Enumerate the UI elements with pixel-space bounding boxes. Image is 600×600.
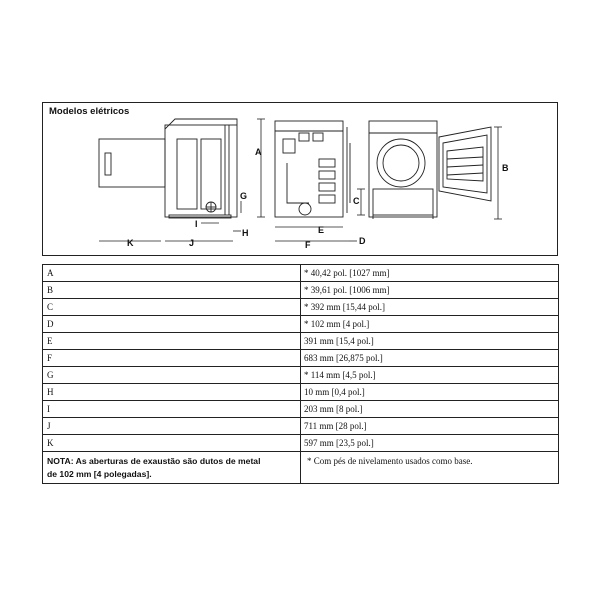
dimension-label-j: J bbox=[189, 238, 195, 248]
dimension-letter: I bbox=[43, 401, 301, 418]
dimension-letter: C bbox=[43, 299, 301, 316]
dimension-label-c: C bbox=[353, 196, 360, 206]
dimension-value: 711 mm [28 pol.] bbox=[301, 418, 559, 435]
back-view bbox=[275, 121, 350, 217]
exhaust-note-line-1: NOTA: As aberturas de exaustão são dutos de metal bbox=[47, 456, 261, 466]
dimension-letter: J bbox=[43, 418, 301, 435]
dimension-value: 10 mm [0,4 pol.] bbox=[301, 384, 559, 401]
dimension-value: 597 mm [23,5 pol.] bbox=[301, 435, 559, 452]
front-view bbox=[369, 121, 437, 219]
dimension-value: 391 mm [15,4 pol.] bbox=[301, 333, 559, 350]
dimension-letter: F bbox=[43, 350, 301, 367]
dimension-letter: K bbox=[43, 435, 301, 452]
dimension-letter: H bbox=[43, 384, 301, 401]
table-row bbox=[43, 316, 559, 333]
side-view-open-door bbox=[99, 139, 165, 187]
table-row bbox=[43, 333, 559, 350]
dimension-label-e: E bbox=[318, 225, 325, 235]
dimension-label-k: K bbox=[127, 238, 134, 248]
dimension-label-f: F bbox=[305, 240, 311, 250]
table-row bbox=[43, 367, 559, 384]
dimension-value: 683 mm [26,875 pol.] bbox=[301, 350, 559, 367]
dimension-letter: A bbox=[43, 265, 301, 282]
dimension-label-g: G bbox=[240, 191, 248, 201]
leveling-feet-footnote: * Com pés de nivelamento usados como base. bbox=[301, 452, 559, 484]
dimension-value: 203 mm [8 pol.] bbox=[301, 401, 559, 418]
dimension-value: * 39,61 pol. [1006 mm] bbox=[301, 282, 559, 299]
exhaust-note bbox=[43, 452, 301, 484]
front-view-open-door bbox=[439, 127, 491, 201]
dimension-letter: E bbox=[43, 333, 301, 350]
dimensions-table bbox=[42, 264, 559, 484]
dimension-label-h: H bbox=[242, 228, 249, 238]
table-row bbox=[43, 418, 559, 435]
side-view-cabinet bbox=[165, 119, 237, 218]
dimension-value: * 392 mm [15,44 pol.] bbox=[301, 299, 559, 316]
dimension-value: * 40,42 pol. [1027 mm] bbox=[301, 265, 559, 282]
dimension-label-b: B bbox=[502, 163, 509, 173]
dimension-label-i: I bbox=[195, 219, 198, 229]
table-row bbox=[43, 435, 559, 452]
table-row bbox=[43, 401, 559, 418]
table-row bbox=[43, 299, 559, 316]
table-row bbox=[43, 282, 559, 299]
dimension-label-a: A bbox=[255, 147, 262, 157]
dimension-value: * 114 mm [4,5 pol.] bbox=[301, 367, 559, 384]
dimension-letter: B bbox=[43, 282, 301, 299]
table-row bbox=[43, 384, 559, 401]
dimension-label-d: D bbox=[359, 236, 366, 246]
table-row bbox=[43, 350, 559, 367]
dimension-letter: D bbox=[43, 316, 301, 333]
dimension-value: * 102 mm [4 pol.] bbox=[301, 316, 559, 333]
diagram-title: Modelos elétricos bbox=[49, 106, 130, 117]
dimension-diagram bbox=[42, 102, 558, 256]
table-row bbox=[43, 265, 559, 282]
exhaust-note-line-2: de 102 mm [4 polegadas]. bbox=[47, 469, 152, 479]
dryer-diagram-svg bbox=[43, 103, 559, 257]
note-row bbox=[43, 452, 559, 484]
dimension-letter: G bbox=[43, 367, 301, 384]
